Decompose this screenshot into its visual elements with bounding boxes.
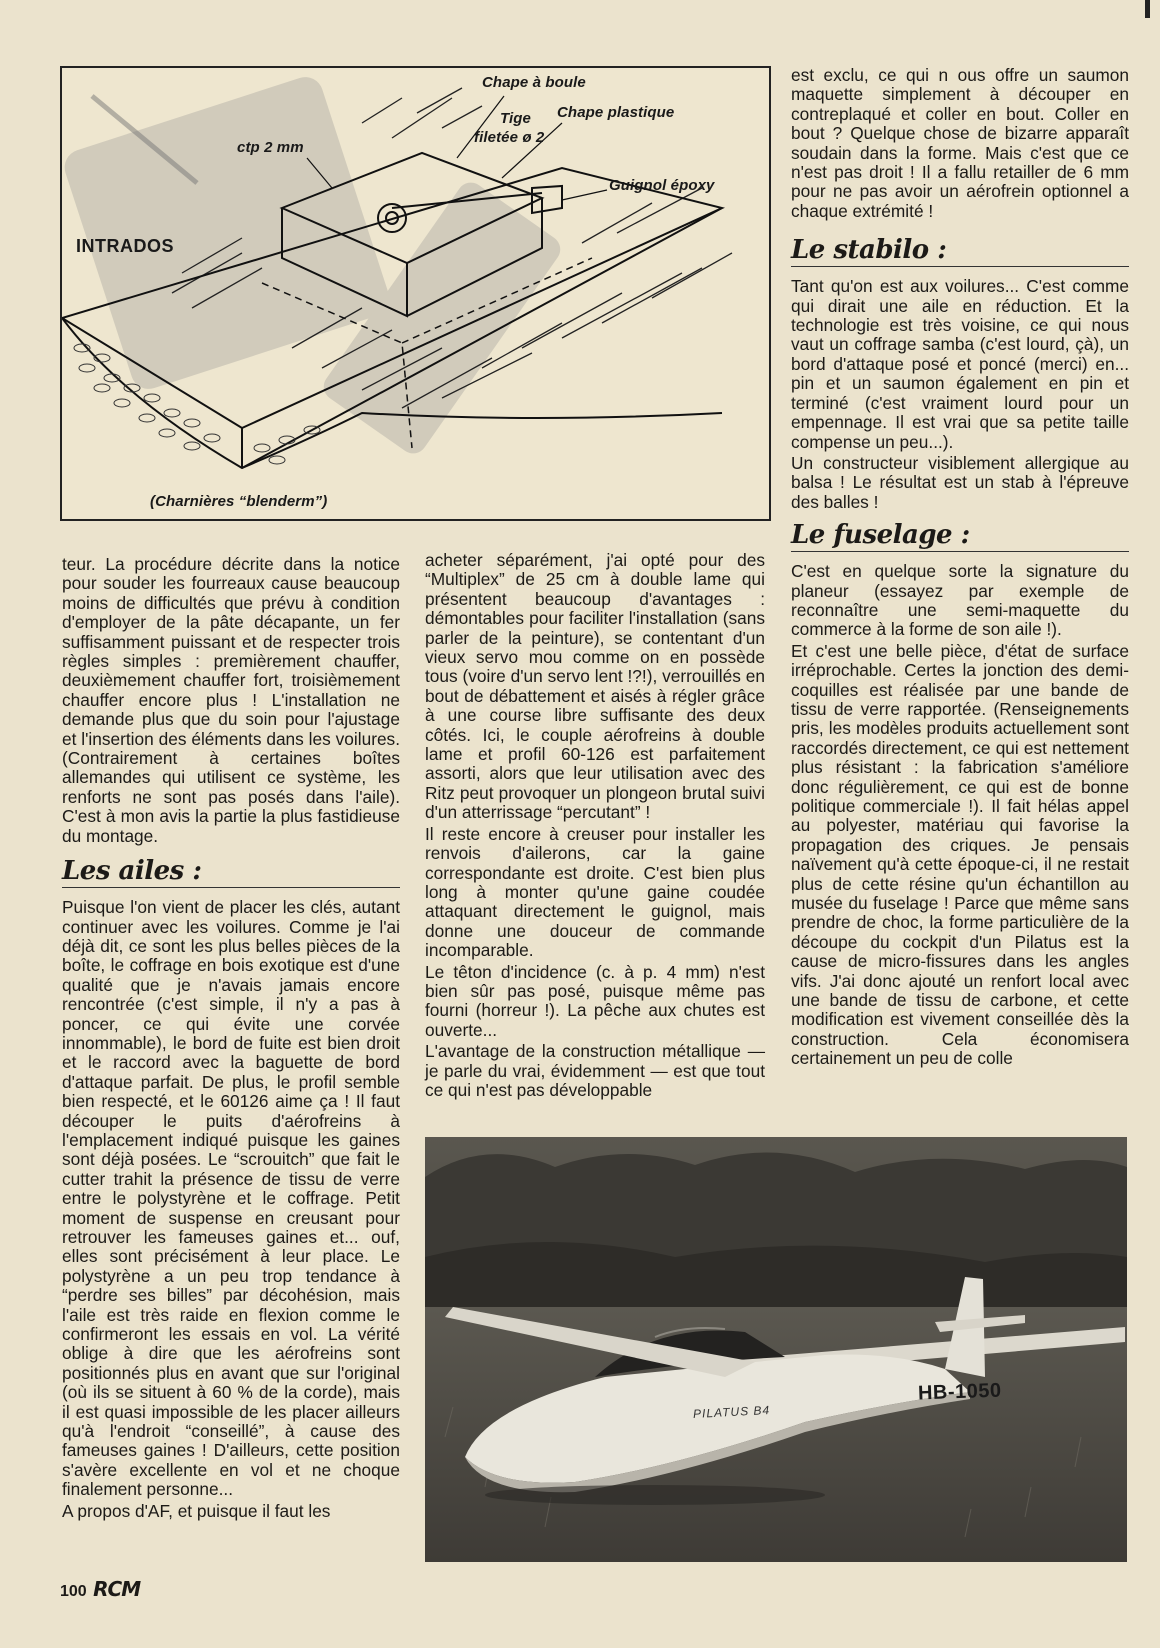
- paragraph: Un constructeur visiblement allergique au balsa ! Le résultat est un stab à l'épreuve des balles !: [791, 452, 1129, 512]
- paragraph: Tant qu'on est aux voilures... C'est comme qui dirait une aile en réduction. Et la technologie est très voisine, ce qui nous vaut un coffrage samba (c'est lourd, çà), un bord d'attaque posé et poncé (merci) en... pin et un saumon également en pin et terminé (c'est vraiment lourd pour un empennage. Il est vrai que sa petite taille compense un peu...).: [791, 276, 1129, 452]
- heading-le-fuselage: Le fuselage :: [791, 520, 1129, 552]
- label-charnieres: (Charnières “blenderm”): [150, 493, 328, 510]
- label-ctp: ctp 2 mm: [237, 139, 304, 156]
- page-footer: [60, 1577, 140, 1601]
- paragraph: est exclu, ce qui n ous offre un saumon maquette simplement à découper en contreplaqué et coller en bout. Coller en bout ? Quelque chose de bizarre apparaît soudain dans la forme. Mais c'est que ce n'est pas droit ! Il a fallu retailler de 6 mm pour ne pas avoir un aérofrein optionnel a chaque extrémité !: [791, 65, 1129, 221]
- page-number: 100: [60, 1583, 87, 1600]
- paragraph: Puisque l'on vient de placer les clés, autant continuer avec les voilures. Comme je l'ai déjà dit, ce sont les plus belles pièces de la boîte, le coffrage en bois exotique est d'une qualité que je n'avais jamais encore rencontrée (c'est simple, il n'y a pas à poncer, ce qui évite une corvée innommable), le bord de fuite est bien droit et le raccord avec la baguette de bord d'attaque parfait. De plus, le profil semble bien respecté, et le 60126 aime ça ! Il faut découper le puits d'aérofreins à l'emplacement indiqué puisque les gaines sont déjà posées. Le “scrouitch” que fait le cutter trahit la présence de tissu de verre entre le polystyrène et le coffrage. Petit moment de suspense en creusant pour retrouver les fameuses gaines et... ouf, elles sont précisément à leur place. Le polystyrène a un peu trop tendance à “perdre ses billes” par décohésion, mais l'aile est très raide en flexion comme le confirmeront les essais en vol. La vérité oblige à dire que les aérofreins sont positionnés plus en avant que sur l'original (où ils se situent à 60 % de la corde), mais il est quasi impossible de les placer ailleurs qu'à l'endroit “conseillé”, à cause des fameuses gaines ! D'ailleurs, cette position s'avère excellente en vol et ne choque finalement personne...: [62, 897, 400, 1500]
- margin-mark: [1145, 0, 1150, 18]
- paragraph: C'est en quelque sorte la signature du planeur (essayez par exemple de reconnaître une semi-maquette du commerce à la forme de son aile !).: [791, 561, 1129, 640]
- registration-marking: HB-1050: [917, 1379, 1002, 1405]
- label-intrados: INTRADOS: [76, 236, 174, 256]
- left-column: [62, 555, 400, 1523]
- label-chape-plastique: Chape plastique: [557, 104, 675, 121]
- glider-photo-drawing: [425, 1137, 1127, 1562]
- label-chape-boule: Chape à boule: [482, 74, 586, 91]
- paragraph: L'avantage de la construction métallique — je parle du vrai, évidemment — est que tout ce qui n'est pas développable: [425, 1041, 765, 1100]
- glider-photo: [425, 1137, 1127, 1562]
- technical-drawing: [60, 66, 771, 521]
- paragraph: Il reste encore à creuser pour installer les renvois d'ailerons, car la gaine correspondante est droite. C'est bien plus long à monter qu'une gaine coudée attaquant directement le guignol, mais donne une douceur de commande incomparable.: [425, 823, 765, 961]
- right-column: [791, 66, 1129, 1071]
- model-name-marking: PILATUS B4: [692, 1402, 771, 1422]
- paragraph: teur. La procédure décrite dans la notice pour souder les fourreaux cause beaucoup moins de difficultés que prévu à condition d'employer de la pâte décapante, un fer suffisamment puissant et de respecter trois règles simples : premièrement chauffer, deuxièmement chauffer fort, troisièmement chauffer encore plus ! L'installation ne demande plus que du soin pour l'ajustage et l'insertion des éléments dans les voilures. (Contrairement à certaines boîtes allemandes qui utilisent ce système, les renforts ne sont pas posés dans l'aile). C'est à mon avis la partie la plus fastidieuse du montage.: [62, 554, 400, 846]
- middle-column: [425, 551, 765, 1102]
- paragraph: A propos d'AF, et puisque il faut les: [62, 1500, 331, 1521]
- label-tige: Tige: [500, 110, 531, 127]
- wing-drawing: [62, 68, 769, 519]
- heading-le-stabilo: Le stabilo :: [791, 235, 1129, 267]
- label-guignol: Guignol époxy: [609, 177, 715, 194]
- label-filetee: filetée ø 2: [474, 129, 545, 146]
- paragraph: Et c'est une belle pièce, d'état de surface irréprochable. Certes la jonction des demi-coquilles est réalisée par une bande de tissu de verre rapportée. (Renseignements pris, les modèles produits actuellement sont raccordés directement, ce qui est nettement plus résistant : la fabrication s'améliore donc régulièrement, ce qui est de bonne politique commerciale !). Il fait hélas appel au polyester, matériau qui favorise la propagation des criques. Je pensais naïvement qu'à cette époque-ci, il ne restait plus de cette résine qu'un échantillon au musée du fuselage ! Parce que même sans prendre de choc, la forme particulière de la découpe du cockpit d'un Pilatus est la cause de micro-fissures dans les angles vifs. J'ai donc ajouté un renfort local avec une bande de tissu de carbone, et cette modification est vivement conseillée dès la construction. Cela économisera certainement un peu de colle: [791, 640, 1129, 1069]
- paragraph: acheter séparément, j'ai opté pour des “Multiplex” de 25 cm à double lame qui présentent beaucoup d'avantages : démontables pour faciliter l'installation (sans parler de la peinture), se contentant d'un vieux servo mou comme on en possède tous (voire d'un servo lent !?!), verrouillés en bout de débattement et aisés à régler grâce à une course libre suffisante des deux côtés. Ici, le couple aérofreins à double lame et profil 60-126 est parfaitement assorti, alors que leur utilisation avec des Ritz peut provoquer un plongeon brutal suivi d'un atterrissage “percutant” !: [425, 550, 765, 823]
- paragraph: Le têton d'incidence (c. à p. 4 mm) n'est bien sûr pas posé, puisque même pas fourni (horreur !). La pêche aux chutes est ouverte...: [425, 961, 765, 1040]
- heading-les-ailes: Les ailes :: [62, 856, 400, 888]
- magazine-logo: RCM: [93, 1577, 141, 1601]
